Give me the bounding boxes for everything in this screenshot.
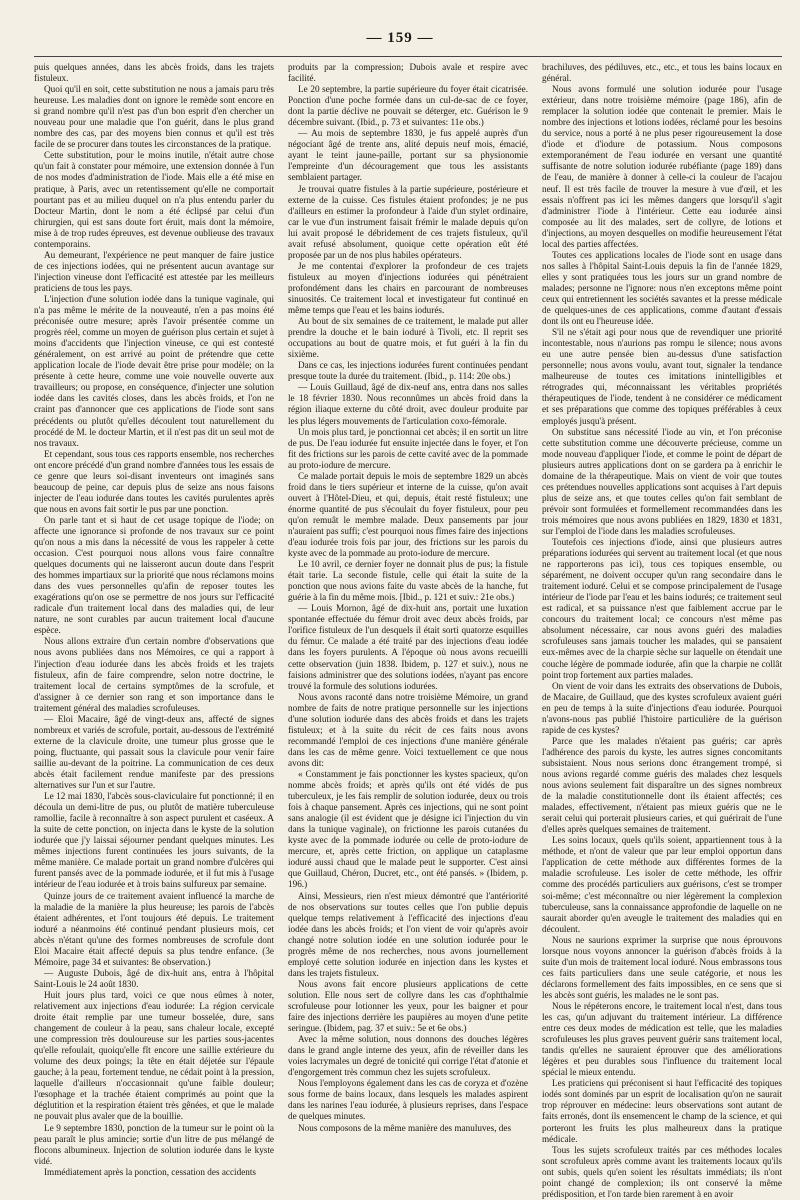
paragraph: S'il ne s'était agi pour nous que de revendiquer une priorité incontestable, nous n'aurions pas rompu le silence; nous avons eu une autre pensée bien au-dessus d'une satisfaction personnelle; nous avons voulu, avant tout, signaler la tendance malheureuse de toutes ces imitations inintelligibles et rétrogrades qui, méconnaissant les véritables propriétés thérapeutiques de l'iode, tendent à ne considérer ce médicament et ses préparations que comme des topiques préférables à ceux employés jusqu'à présent. (542, 327, 782, 426)
paragraph: brachiluves, des pédiluves, etc., etc., et tous les bains locaux en général. (542, 62, 782, 84)
page-number: — 159 — (366, 30, 434, 46)
text-columns (34, 62, 782, 1199)
paragraph: Ce malade portait depuis le mois de septembre 1829 un abcès froid dans le tiers supérieur et interne de la cuisse, qu'on avait ouvert à l'Hôtel-Dieu, et qui, depuis, était resté fistuleux; une énorme quantité de pus s'écoulait du foyer fistuleux, pour peu qu'on remuât le membre malade. Deux pansements par jour n'auraient pas suffi; c'est pourquoi nous fîmes faire des injections d'eau iodurée trois fois par jour, des frictions sur les parois du kyste avec de la pommade au proto-iodure de mercure. (288, 470, 528, 559)
paragraph: Un mois plus tard, je ponctionnai cet abcès; il en sortit un litre de pus. De l'eau iodurée fut ensuite injectée dans le foyer, et l'on fit des frictions sur les parois de cette cavité avec de la pommade au proto-iodure de mercure. (288, 426, 528, 470)
paragraph: On parle tant et si haut de cet usage topique de l'iode; on affecte une ignorance si profonde de nos travaux sur ce point qu'on nous a mis dans la nécessité de vous les rappeler à cette occasion. C'est pourquoi nous allons vous faire connaître quelques documents qui ne laisseront aucun doute dans l'esprit des hommes impartiaux sur la priorité que nous réclamons moins dans des vues personnelles qu'afin de reposer toutes les exagérations qu'on ose se permettre de nos jours sur l'efficacité radicale d'un traitement local dans des maladies qui, de leur nature, ne sont curables par aucun traitement local d'aucune espèce. (34, 514, 274, 636)
paragraph: Cette substitution, pour le moins inutile, n'était autre chose qu'un fait à constater pour mémoire, une extension donnée à l'un de nos modes d'administration de l'iode. Mais elle a été mise en pratique, à Paris, avec un retentissement qu'elle ne comportait pourtant pas et au milieu duquel on n'a plus entendu parler du Docteur Martin, dont le nom a été éclipsé par celui d'un chirurgien, qui est sans doute fort éruit, mais dont la mémoire, mise à de trop rudes épreuves, est devenue oublieuse des travaux contemporains. (34, 150, 274, 249)
paragraph: On vient de voir dans les extraits des observations de Dubois, de Macaire, de Guillaud, que des kystes scrofuleux avaient guéri en peu de temps à la suite d'injections d'eau iodurée. Pourquoi n'avons-nous pas publié l'histoire particulière de la guérison rapide de ces kystes? (542, 680, 782, 735)
paragraph: Au bout de six semaines de ce traitement, le malade put aller prendre la douche et le bain ioduré à Tivoli, etc. Il reprit ses occupations au bout de quatre mois, et fut guéri à la fin du sixième. (288, 316, 528, 360)
paragraph: — Eloi Macaire, âgé de vingt-deux ans, affecté de signes nombreux et variés de scrofule, portait, au-dessous de l'extrémité externe de la clavicule droite, une tumeur plus grosse que le poing, fluctuante, qui passait sous la clavicule pour venir faire saillie au-devant de la poitrine. La communication de ces deux abcès était facilement rendue manifeste par des pressions alternatives sur l'un et sur l'autre. (34, 713, 274, 791)
paragraph: Nous allons extraire d'un certain nombre d'observations que nous avons publiées dans nos Mémoires, ce qui a rapport à l'injection d'eau iodurée dans les abcès froids et les trajets fistuleux, afin de faire comprendre, selon notre doctrine, le traitement local de certains symptômes de la scrofule, et d'assigner à ce dernier son rang et son importance dans le traitement général des maladies scrofuleuses. (34, 636, 274, 713)
paragraph: Huit jours plus tard, voici ce que nous eûmes à noter, relativement aux injections d'eau iodurée: La région cervicale droite était remplie par une tumeur bosselée, dure, sans changement de couleur à la peau, sans chaleur locale, excepté une compression très douloureuse sur les parties sous-jacentes qu'elle refoulait, quoiqu'elle fît encore une saillie extérieure du volume des deux poings; la tête en était déjetée sur l'épaule gauche; à la peau, fortement tendue, ne cédait point à la pression, laquelle d'ailleurs n'occasionnait qu'une faible douleur; l'œsophage et la trachée étaient comprimés au point que la déglutition et la respiration étaient très gênées, et que le malade ne pouvait plus avaler que de la bouillie. (34, 989, 274, 1122)
paragraph: — Louis Guillaud, âgé de dix-neuf ans, entra dans nos salles le 18 février 1830. Nous reconnûmes un abcès froid dans la région iliaque externe du côté droit, avec douleur produite par les plus légers mouvements de l'articulation coxo-fémorale. (288, 382, 528, 426)
paragraph: Toutefois ces injections d'iode, ainsi que plusieurs autres préparations iodurées qui servent au traitement local (et que nous ne rapporterons pas ici), tous ces topiques ensemble, ou séparément, ne doivent occuper qu'un rang secondaire dans le traitement ioduré. Celui et se compose principalement de l'usage intérieur de l'iode par l'eau et les bains iodurés; ce traitement seul est radical, et sa puissance n'est que faiblement accrue par le concours du traitement local; ce concours n'est même pas absolument nécessaire, car nous avons guéri des maladies scrofuleuses sans jamais toucher les malades, qui se pansaient eux-mêmes avec de la charpie sèche sur laquelle on étendait une couche légère de pommade iodurée, afin que la charpie ne collât point trop fortement aux parties malades. (542, 537, 782, 680)
paragraph: puis quelques années, dans les abcès froids, dans les trajets fistuleux. (34, 62, 274, 84)
paragraph: Avec la même solution, nous donnons des douches légères dans le grand angle interne des yeux, afin de réveiller dans les voies lacrymales un degré de tonicité qui corrige l'état d'atonie et d'engorgement très commun chez les sujets scrofuleux. (288, 1034, 528, 1078)
paragraph: Les soins locaux, quels qu'ils soient, appartiennent tous à la méthode, et n'ont de valeur que par leur emploi opportun dans l'application de cette méthode aux différentes formes de la maladie scrofuleuse. Les isoler de cette méthode, les offrir comme des procédés particuliers aux guérisons, c'est se tromper soi-même; c'est méconnaître ou nier légèrement la complexion tuberculeuse, sans la connaissance approfondie de laquelle on ne saurait aborder qu'en aveugle le traitement des maladies qui en découlent. (542, 835, 782, 934)
paragraph: — Auguste Dubois, âgé de dix-huit ans, entra à l'hôpital Saint-Louis le 24 août 1830. (34, 967, 274, 989)
paragraph: Immédiatement après la ponction, cessation des accidents (44, 1166, 257, 1177)
paragraph: Le 12 mai 1830, l'abcès sous-claviculaire fut ponctionné; il en découla un demi-litre de pus, ou plutôt de matière tuberculeuse ramollie, facile à reconnaître à son aspect purulent et caséeux. A la suite de cette ponction, on injecta dans le kyste de la solution iodurée que j'y laissai séjourner pendant quelques minutes. Les mêmes injections furent continuées les jours suivants, de la même manière. Ce malade portait un grand nombre d'ulcères qui furent pansés avec de la pommade iodurée, et il fut mis à l'usage intérieur de l'eau iodurée et à trois bains sulfureux par semaine. (34, 791, 274, 890)
paragraph: Nous avons formulé une solution iodurée pour l'usage extérieur, dans notre troisième mémoire (page 186), afin de remplacer la solution iodée que contenait le premier. Mais le nombre des injections et lotions iodées, réclamé pour les besoins du service, nous a porté à ne plus peser rigoureusement la dose d'iode et d'iodure de potassium. Nous composons extemporanément de l'eau iodurée en versant une quantité suffisante de notre solution iodurée rubéfiante (page 189) dans de l'eau, de manière à donner à celle-ci la couleur de l'acajou neuf. Il est très facile de trouver la mesure à vue d'œil, et les essais n'offrent pas ici les mêmes dangers que lorsqu'il s'agit d'administrer l'iode à l'intérieur. Cette eau iodurée ainsi composée au lit des malades, sert de collyre, de lotions et d'injections, au moyen desquelles on modifie heureusement l'état local des parties affectées. (542, 84, 782, 249)
paragraph: Je me contentai d'explorer la profondeur de ces trajets fistuleux au moyen d'injections iodurées qui pénétraient profondément dans les chairs en parcourant de nombreuses sinuosités. Ce traitement local et investigateur fut continué en même temps que l'eau et les bains iodurés. (288, 260, 528, 316)
paragraph: On substitue sans nécessité l'iode au vin, et l'on préconise cette substitution comme une découverte précieuse, comme un mode nouveau d'appliquer l'iode, et comme le point de départ de plusieurs autres applications dont on se gardera pa à enrichir le domaine de la thérapeutique. Mais on vient de voir que toutes ces prétendues nouvelles applications sont acquises à l'art depuis plus de seize ans, et que toutes celles qu'on fait semblant de prévoir sont formulées et formellement recommandées dans les trois mémoires que nous avons publiées en 1829, 1830 et 1831, sur l'emploi de l'iode dans les maladies scrofuleuses. (542, 426, 782, 536)
paragraph: Nous ne saurions exprimer la surprise que nous éprouvons lorsque nous voyons annoncer la guérison d'abcès froids à la suite d'un mois de traitement local ioduré. Nous embrassons tous ces faits particuliers dans une seule catégorie, et nous les déclarons formellement des faits impossibles, en ce sens que si les abcès sont guéris, les malades ne le sont pas. (542, 934, 782, 1000)
paragraph: Nous composons de la même manière des manuluves, des (298, 1122, 512, 1133)
paragraph: Je trouvai quatre fistules à la partie supérieure, postérieure et externe de la cuisse. Ces fistules étaient profondes; je ne pus d'ailleurs en estimer la profondeur à l'aide d'un stylet ordinaire, car le vue d'un instrument faisait frémir le malade depuis qu'on lui avait proposé le débridement de ces trajets fistuleux, qu'il avait refusé absolument, quoique cette opération eût été proposée par un de nos plus habiles opérateurs. (288, 183, 528, 260)
paragraph: Quoi qu'il en soit, cette substitution ne nous a jamais paru très heureuse. Les maladies dont on ignore le remède sont encore en si grand nombre qu'il n'est pas d'un bon esprit d'en chercher un nouveau pour une maladie que l'on guérit, dans le plus grand nombre des cas, par des moyens bien connus et qu'il est très facile de se procurer dans toutes les circonstances de la pratique. (34, 84, 274, 150)
paragraph: Tous les sujets scrofuleux traités par ces méthodes locales sont scrofuleux après comme avant les traitements locaux qu'ils ont subis, quels qu'en soient les résultats immédiats; ils n'ont point changé de complexion; ils ont conservé la même prédisposition, et l'on tarde bien rarement à en avoir (542, 1144, 782, 1199)
paragraph: « Constamment je fais ponctionner les kystes spacieux, qu'on nomme abcès froids; et après qu'ils ont été vidés de pus tuberculeux, je les fais remplir de solution iodurée, deux ou trois fois à chaque pansement. Après ces injections, qui ne sont point sans analogie (il est évident que je désigne ici l'injection du vin dans la tunique vaginale), on frictionne les parois cutanées du kyste avec de la pommade iodurée ou celle de proto-iodure de mercure, et, après cette friction, on applique un cataplasme ioduré aussi chaud que le malade peut le supporter. C'est ainsi que Guillaud, Chéron, Ducret, etc., ont été pansés. » (Ibidem, p. 196.) (288, 769, 528, 890)
paragraph: Nous le répéterons encore, le traitement local n'est, dans tous les cas, qu'un adjuvant du traitement intérieur. La différence entre ces deux modes de médication est telle, que les maladies scrofuleuses les plus graves peuvent guérir sans traitement local, tandis qu'elles ne sauraient éprouver que des améliorations légères et peu durables sous l'influence du traitement local spécial le mieux entendu. (542, 1000, 782, 1078)
paragraph: Nous avons fait encore plusieurs applications de cette solution. Elle nous sert de collyre dans les cas d'ophthalmie scrofuleuse pour lotionner les yeux, pour les baigner et pour faire des injections derrière les paupières au moyen d'une petite seringue. (Ibidem, pag. 37 et suiv.: 5e et 6e obs.) (288, 978, 528, 1034)
paragraph: Parce que les malades n'étaient pas guéris; car après l'adhérence des parois du kyste, les autres signes concomitants subsistaient. Nous nous serions donc étrangement trompé, si nous avions regardé comme guéris des malades chez lesquels nous avions seulement fait disparaître un des signes nombreux de la maladie constitutionnelle dont ils étaient affectés; ces malades, effectivement, n'étaient pas mieux guéris que ne le serait celui qui porterait plusieurs caries, et qui guérirait de l'une d'elles après quelques semaines de traitement. (542, 735, 782, 835)
paragraph: Le 9 septembre 1830, ponction de la tumeur sur le point où la peau paraît le plus amincie; sortie d'un litre de pus mélangé de flocons albumineux. Injection de solution iodurée dans le kyste vidé. (34, 1122, 274, 1166)
column-right (542, 62, 782, 1200)
paragraph: Le 20 septembre, la partie supérieure du foyer était cicatrisée. Ponction d'une poche formée dans un cul-de-sac de ce foyer, dont la partie déclive ne pouvait se déterger, etc. Guérison le 9 décembre suivant. (Ibid., p. 73 et suivantes: 11e obs.) (288, 84, 528, 128)
paragraph: L'injection d'une solution iodée dans la tunique vaginale, qui n'a pas même le mérite de la nouveauté, n'en a pas moins été préconisée outre mesure; après l'avoir présentée comme un progrès réel, comme un moyen de guérison plus certain et sujet à moins d'accidents que l'injection vineuse, ce qui est contesté généralement, on est arrivé au point de prétendre que cette application locale de l'iode devait être prise pour modèle; on la présente à cette heure, comme une voie nouvelle ouverte aux travailleurs; ou propose, en conséquence, d'injecter une solution iodée dans les cavités closes, dans les abcès froids, et l'on ne craint pas d'annoncer que ces applications de l'iode sont sans précédents ou plutôt qu'elles découlent tout naturellement du procédé de M. le docteur Martin, et il n'est pas dit un seul mot de nos travaux. (34, 293, 274, 448)
paragraph: — Au mois de septembre 1830, je fus appelé auprès d'un négociant âgé de trente ans, alité depuis neuf mois, émacié, ayant le teint jaune-paille, portant sur sa physionomie l'empreinte d'un découragement que tous les assistants semblaient partager. (288, 128, 528, 183)
paragraph: Dans ce cas, les injections iodurées furent continuées pendant presque toute la durée du traitement. (Ibid., p. 114: 20e obs.) (288, 360, 528, 382)
paragraph: Toutes ces applications locales de l'iode sont en usage dans nos salles à l'hôpital Saint-Louis depuis la fin de l'année 1829, elles y sont pratiquées tous les jours sur un grand nombre de malades; personne ne l'ignore: nous n'en exceptons même point ceux qui entretiennent les sociétés savantes et la presse médicale de quelques-unes de ces applications, comme d'autant d'essais dont ils ont eu l'heureuse idée. (542, 249, 782, 327)
paragraph: Et cependant, sous tous ces rapports ensemble, nos recherches ont encore précédé d'un grand nombre d'années tous les essais de ce genre que leurs soi-disant inventeurs ont imaginés sans beaucoup de peine, car depuis plus de seize ans nous faisons injecter de l'eau iodurée dans toutes les cavités purulentes après que nous en avons fait sortir le pus par une ponction. (34, 448, 274, 514)
paragraph: — Louis Mornon, âgé de dix-huit ans, portait une luxation spontanée effectuée du fémur droit avec deux abcès froids, par l'orifice fistuleux de l'un desquels il était sorti quatorze esquilles du fémur. Ce malade a été traité par des injections d'eau iodée dans les foyers purulents. A l'époque où nous avons recueilli cette observation (juin 1838. Ibidem, p. 127 et suiv.), nous ne faisions administrer que des solutions iodées, n'ayant pas encore trouvé la formule des solutions iodurées. (288, 603, 528, 691)
paragraph: Nous l'employons également dans les cas de coryza et d'ozène sous forme de bains locaux, dans lesquels les malades aspirent dans les narines l'eau iodurée, à plusieurs reprises, dans l'espace de quelques minutes. (288, 1078, 528, 1122)
paragraph: Quinze jours de ce traitement avaient influencé la marche de la maladie de la manière la plus heureuse; les parois de l'abcès étaient adhérentes, et l'ont toujours été depuis. Le traitement ioduré a néanmoins été continué pendant plusieurs mois, cet abcès n'étant qu'une des formes nombreuses de scrofule dont Eloi Macaire était affecté depuis sa plus tendre enfance. (3e Mémoire, page 34 et suivantes: 8e observation.) (34, 890, 274, 967)
paragraph: Les praticiens qui préconisent si haut l'efficacité des topiques iodés sont dominés par un esprit de localisation qu'on ne saurait trop réprouver en médecine: leurs observations sont autant de faits erronés, dont ils ensemencent le champ de la science, et qui porteront les fruits les plus malheureux dans la pratique médicale. (542, 1078, 782, 1144)
paragraph: produits par la compression; Dubois avale et respire avec facilité. (288, 62, 528, 84)
column-left (34, 62, 274, 1200)
column-middle (288, 62, 528, 1200)
paragraph: Ainsi, Messieurs, rien n'est mieux démontré que l'antériorité de nos observations sur toutes celles que l'on publie depuis quelque temps relativement à l'efficacité des injections d'eau iodée dans les abcès froids; et l'on vient de voir qu'après avoir changé notre solution iodée en une solution iodurée pour le progrès même de nos recherches, nous avons journellement employé cette solution iodurée en injection dans les kystes et dans les trajets fistuleux. (288, 890, 528, 978)
paragraph: Nous avons raconté dans notre troisième Mémoire, un grand nombre de faits de notre pratique personnelle sur les injections d'une solution iodurée dans des abcès froids et dans les trajets fistuleux; et à la suite du récit de ces faits nous avons recommandé l'emploi de ces injections d'une manière générale dans les cas de même genre. Voici textuellement ce que nous avons dit: (288, 691, 528, 768)
paragraph: Au demeurant, l'expérience ne peut manquer de faire justice de ces injections iodées, qui ne présentent aucun avantage sur l'injection vineuse dont l'efficacité est attestée par les meilleurs praticiens de tous les pays. (34, 249, 274, 293)
paragraph: Le 10 avril, ce dernier foyer ne donnait plus de pus; la fistule était tarie. La seconde fistule, celle qui était la suite de la ponction que nous avions faite du vaste abcès de la hanche, fut guérie à la fin du même mois. [Ibid., p. 121 et suiv.: 21e obs.) (288, 559, 528, 603)
header-divider (34, 56, 782, 57)
